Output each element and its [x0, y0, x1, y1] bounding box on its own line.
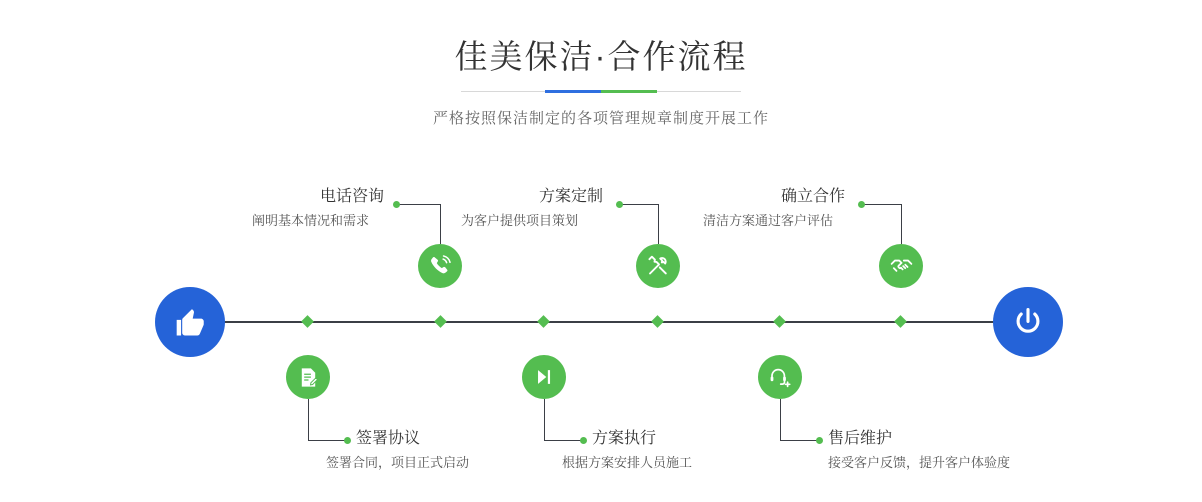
- connector-line-vertical: [308, 399, 309, 440]
- step-icon-after-sales: [758, 355, 802, 399]
- step-desc: 清洁方案通过客户评估: [703, 213, 834, 228]
- connector-line-horizontal: [620, 204, 658, 205]
- connector-line-vertical: [440, 204, 441, 224]
- connector-line-vertical: [658, 224, 659, 244]
- connector-dot: [580, 437, 587, 444]
- step-icon-plan-execute: [522, 355, 566, 399]
- timeline-start-node: [155, 287, 225, 357]
- axis-marker: [773, 315, 786, 328]
- phone-call-icon: [428, 254, 452, 278]
- power-icon: [1011, 305, 1045, 339]
- document-edit-icon: [297, 366, 320, 389]
- connector-line-horizontal: [308, 440, 348, 441]
- step-desc: 阐明基本情况和需求: [252, 213, 370, 228]
- connector-line-horizontal: [544, 440, 584, 441]
- step-icon-sign-agreement: [286, 355, 330, 399]
- page-subtitle: 严格按照保洁制定的各项管理规章制度开展工作: [432, 110, 769, 127]
- step-title: 售后维护: [828, 430, 893, 447]
- connector-line-vertical: [544, 399, 545, 440]
- connector-line-horizontal: [780, 440, 820, 441]
- step-desc: 接受客户反馈，提升客户体验度: [828, 455, 1011, 470]
- page-title: 佳美保洁·合作流程: [454, 38, 748, 75]
- thumbs-up-icon: [173, 305, 207, 339]
- play-forward-icon: [533, 366, 555, 388]
- connector-line-vertical: [780, 399, 781, 440]
- step-title: 确立合作: [781, 188, 846, 205]
- step-label-sign-agreement: [326, 428, 470, 474]
- step-desc: 签署合同，项目正式启动: [326, 455, 470, 470]
- step-desc: 根据方案安排人员施工: [562, 455, 693, 470]
- step-icon-plan-customize: [636, 244, 680, 288]
- step-title: 方案定制: [539, 188, 604, 205]
- step-icon-establish-cooperation: [879, 244, 923, 288]
- step-label-phone-consult: [252, 186, 397, 232]
- connector-line-horizontal: [862, 204, 901, 205]
- step-label-plan-customize: [461, 186, 616, 232]
- axis-marker: [434, 315, 447, 328]
- step-desc: 为客户提供项目策划: [461, 213, 579, 228]
- axis-marker: [301, 315, 314, 328]
- tools-icon: [646, 254, 670, 278]
- connector-dot: [816, 437, 823, 444]
- support-agent-icon: [768, 365, 792, 389]
- step-title: 方案执行: [592, 430, 657, 447]
- step-title: 签署协议: [356, 430, 421, 447]
- connector-dot: [344, 437, 351, 444]
- connector-dot: [858, 201, 865, 208]
- step-icon-phone-consult: [418, 244, 462, 288]
- connector-line-horizontal: [397, 204, 440, 205]
- step-label-after-sales: [828, 428, 1010, 474]
- step-label-plan-execute: [562, 428, 693, 474]
- timeline-end-node: [993, 287, 1063, 357]
- connector-dot: [616, 201, 623, 208]
- step-label-establish-cooperation: [703, 186, 858, 232]
- axis-marker: [894, 315, 907, 328]
- step-title: 电话咨询: [320, 188, 385, 205]
- axis-marker: [651, 315, 664, 328]
- connector-line-vertical: [440, 224, 441, 244]
- axis-marker: [537, 315, 550, 328]
- connector-line-vertical: [901, 224, 902, 244]
- connector-line-vertical: [901, 204, 902, 224]
- connector-line-vertical: [658, 204, 659, 224]
- handshake-icon: [889, 254, 914, 279]
